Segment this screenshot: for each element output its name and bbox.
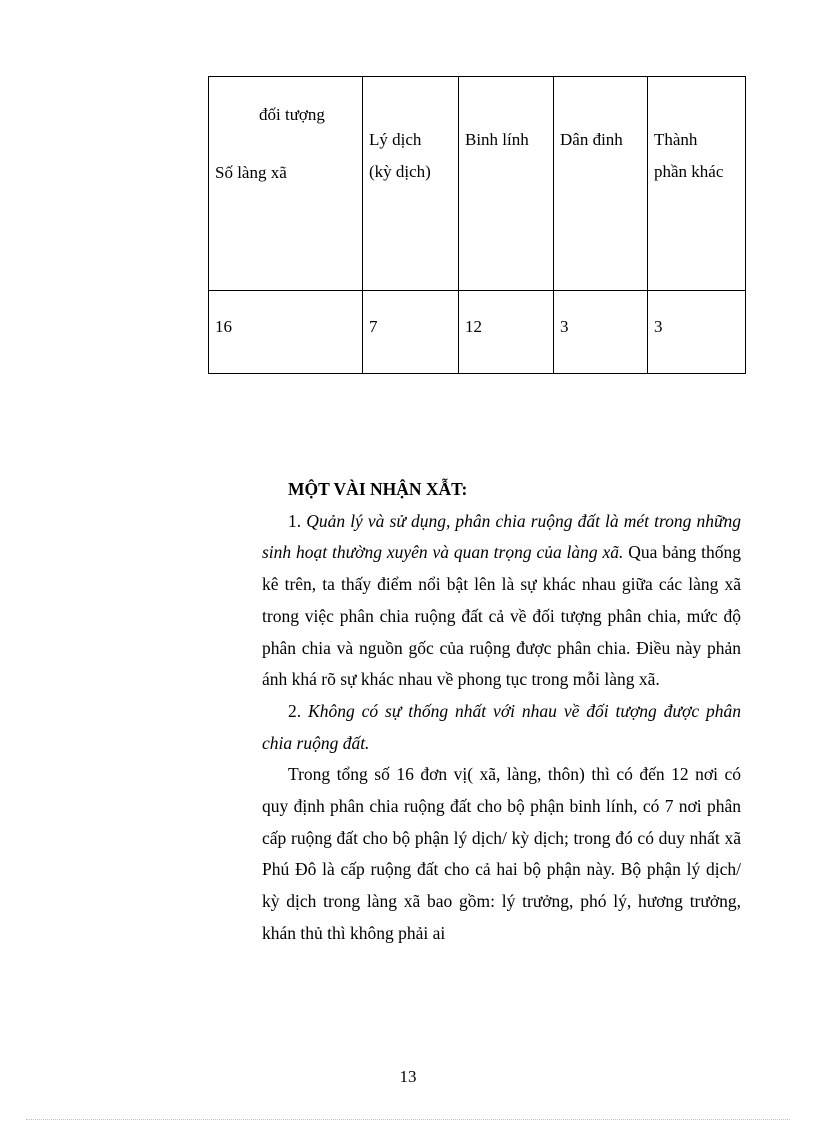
paragraph-1: 1. Quản lý và sử dụng, phân chia ruộng đất là mét trong những sinh hoạt thường xuyên và quan trọng của làng xã. Qua bảng thống kê trên, ta thấy điểm nổi bật lên là sự khác nhau giữa các làng xã trong việc phân chia ruộng đất cả về đối tượng phân chia, mức độ phân chia và nguồn gốc của ruộng được phân chia. Điều này phản ánh khá rõ sự khác nhau về phong tục trong mỗi làng xã.	[262, 510, 742, 690]
header-other: Thành phần khác	[648, 77, 746, 291]
header-dan-dinh: Dân đinh	[554, 77, 648, 291]
table-cell: 12	[459, 291, 554, 374]
table-header-row	[209, 77, 746, 291]
table-cell: 7	[363, 291, 459, 374]
header-binh-linh: Binh lính	[459, 77, 554, 291]
table-cell: 3	[554, 291, 648, 374]
header-object-label: đối tượng	[259, 105, 325, 124]
footer-divider	[26, 1119, 790, 1120]
body-text	[262, 474, 741, 950]
table-cell: 3	[648, 291, 746, 374]
table-cell: 16	[209, 291, 363, 374]
section-heading: MỘT VÀI NHẬN XẪT:	[288, 479, 468, 499]
header-village-count-label: Số làng xã	[215, 163, 287, 182]
paragraph-2-emphasis: Không có sự thống nhất với nhau về đối tượng được phân chia ruộng đất.	[262, 700, 741, 753]
paragraph-3: Trong tổng số 16 đơn vị( xã, làng, thôn) thì có đến 12 nơi có quy định phân chia ruộng đất cho bộ phận binh lính, có 7 nơi phân cấp ruộng đất cho bộ phận lý dịch/ kỳ dịch; trong đó có duy nhất xã Phú Đô là cấp ruộng đất cho cả hai bộ phận này. Bộ phận lý dịch/ kỳ dịch trong làng xã bao gồm: lý trưởng, phó lý, hương trưởng, khán thủ thì không phải ai	[262, 764, 741, 943]
page-number: 13	[399, 1067, 417, 1086]
diagonal-header-cell	[209, 77, 363, 291]
stats-table	[208, 76, 746, 374]
table-row	[209, 291, 746, 374]
header-ly-dich: Lý dịch (kỳ dịch)	[363, 77, 459, 291]
paragraph-1-emphasis: Quản lý và sử dụng, phân chia ruộng đất là mét trong những sinh hoạt thường xuyên và quan trọng của làng xã.	[262, 510, 742, 563]
paragraph-2: 2. Không có sự thống nhất với nhau về đối tượng được phân chia ruộng đất.	[262, 700, 741, 753]
